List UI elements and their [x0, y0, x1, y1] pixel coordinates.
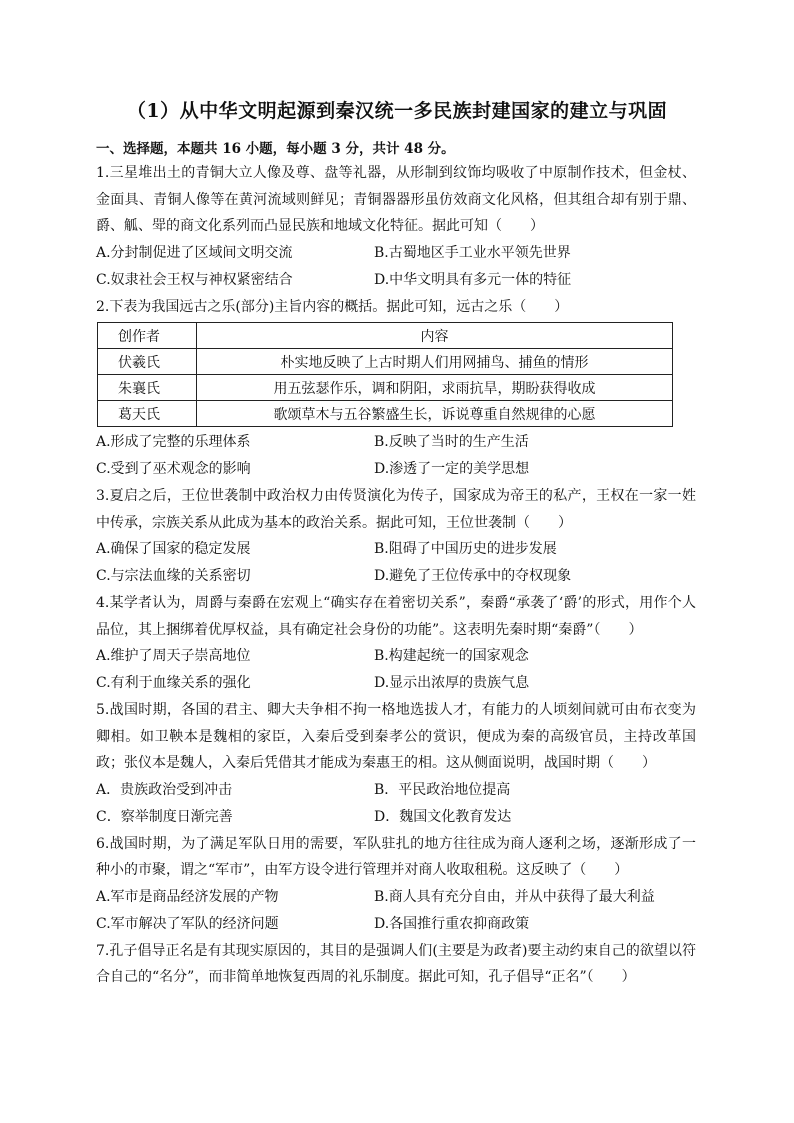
- option-list: [96, 536, 696, 590]
- option-d[interactable]: D．魏国文化教育发达: [374, 808, 512, 825]
- option-b[interactable]: B.构建起统一的国家观念: [374, 648, 529, 664]
- option-list: [96, 429, 696, 483]
- table-cell: 朴实地反映了上古时期人们用网捕鸟、捕鱼的情形: [197, 349, 673, 375]
- option-a[interactable]: A．贵族政治受到冲击: [96, 781, 233, 798]
- option-d[interactable]: D.渗透了一定的美学思想: [374, 461, 530, 477]
- option-b[interactable]: B.古蜀地区手工业水平领先世界: [374, 244, 571, 261]
- option-a[interactable]: A.分封制促进了区域间文明交流: [96, 244, 293, 261]
- option-d[interactable]: D.各国推行重农抑商政策: [374, 915, 530, 932]
- option-c[interactable]: C.军市解决了军队的经济问题: [96, 915, 279, 932]
- option-a[interactable]: A.确保了国家的稳定发展: [96, 541, 251, 557]
- table-row: [98, 349, 673, 375]
- question-stem: 7.孔子倡导正名是有其现实原因的，其目的是强调人们(主要是为政者)要主动约束自己的欲望以符合自己的“名分”，而非简单地恢复西周的礼乐制度。据此可知，孔子倡导“正名”（ ）: [96, 942, 696, 985]
- question-stem: 4.某学者认为，周爵与秦爵在宏观上“确实存在着密切关系”，秦爵“承袭了‘爵’的形式，用作个人品位，其上捆绑着优厚权益，具有确定社会身份的功能”。这表明先秦时期“秦爵”（ ）: [96, 595, 696, 638]
- option-c[interactable]: C.有利于血缘关系的强化: [96, 675, 251, 691]
- music-table: [97, 322, 673, 427]
- option-c[interactable]: C．察举制度日渐完善: [96, 808, 233, 825]
- option-a[interactable]: A.军市是商品经济发展的产物: [96, 888, 279, 905]
- option-c[interactable]: C.受到了巫术观念的影响: [96, 461, 251, 477]
- option-c[interactable]: C.与宗法血缘的关系密切: [96, 568, 251, 584]
- option-b[interactable]: B.反映了当时的生产生活: [374, 434, 529, 450]
- question-list: [96, 160, 696, 991]
- question-stem: 5.战国时期，各国的君主、卿大夫争相不拘一格地选拔人才，有能力的人顷刻间就可由布衣变为卿相。如卫鞅本是魏相的家臣，入秦后受到秦孝公的赏识，便成为秦的高级官员，主持改革国政；张仪本是魏人，入秦后凭借其才能成为秦惠王的相。这从侧面说明，战国时期（ ）: [96, 702, 696, 771]
- option-b[interactable]: B.阻碍了中国历史的进步发展: [374, 541, 557, 557]
- table-header-cell: 内容: [197, 323, 673, 349]
- table-header-row: [98, 323, 673, 349]
- option-d[interactable]: D.显示出浓厚的贵族气息: [374, 675, 530, 691]
- table-row: [98, 401, 673, 427]
- option-list: [96, 643, 696, 697]
- table-cell: 葛天氏: [98, 401, 197, 427]
- option-b[interactable]: B.商人具有充分自由，并从中获得了最大利益: [374, 888, 655, 905]
- question-stem: 6.战国时期，为了满足军队日用的需要，军队驻扎的地方往往成为商人逐利之场，逐渐形成了一种小的市聚，谓之“军市”，由军方设令进行管理并对商人收取租税。这反映了（ ）: [96, 835, 696, 878]
- table-header-cell: 创作者: [98, 323, 197, 349]
- document-title: （1）从中华文明起源到秦汉统一多民族封建国家的建立与巩固: [126, 100, 668, 122]
- option-a[interactable]: A.形成了完整的乐理体系: [96, 434, 251, 450]
- option-a[interactable]: A.维护了周天子崇高地位: [96, 648, 251, 664]
- question-stem: 1.三星堆出土的青铜大立人像及尊、盘等礼器，从形制到纹饰均吸收了中原制作技术，但金杖、金面具、青铜人像等在黄河流域则鲜见；青铜器器形虽仿效商文化风格，但其组合却有别于鼎、爵、觚、斝的商文化系列而凸显民族和地域文化特征。据此可知（ ）: [96, 165, 696, 234]
- option-c[interactable]: C.奴隶社会王权与神权紧密结合: [96, 271, 293, 288]
- table-row: [98, 375, 673, 401]
- table-cell: 用五弦瑟作乐，调和阴阳，求雨抗旱，期盼获得收成: [197, 375, 673, 401]
- question-stem: 3.夏启之后，王位世袭制中政治权力由传贤演化为传子，国家成为帝王的私产，王权在一家一姓中传承，宗族关系从此成为基本的政治关系。据此可知，王位世袭制（ ）: [96, 488, 696, 531]
- table-cell: 歌颂草木与五谷繁盛生长，诉说尊重自然规律的心愿: [197, 401, 673, 427]
- option-d[interactable]: D.避免了王位传承中的夺权现象: [374, 568, 572, 584]
- option-list: [96, 884, 696, 938]
- table-cell: 伏羲氏: [98, 349, 197, 375]
- option-list: [96, 240, 696, 294]
- option-d[interactable]: D.中华文明具有多元一体的特征: [374, 271, 572, 288]
- question-stem: 2.下表为我国远古之乐(部分)主旨内容的概括。据此可知，远古之乐（ ）: [96, 298, 569, 315]
- option-list: [96, 777, 696, 831]
- option-b[interactable]: B．平民政治地位提高: [374, 781, 511, 798]
- table-cell: 朱襄氏: [98, 375, 197, 401]
- section-header: 一、选择题，本题共 16 小题，每小题 3 分，共计 48 分。: [96, 141, 455, 157]
